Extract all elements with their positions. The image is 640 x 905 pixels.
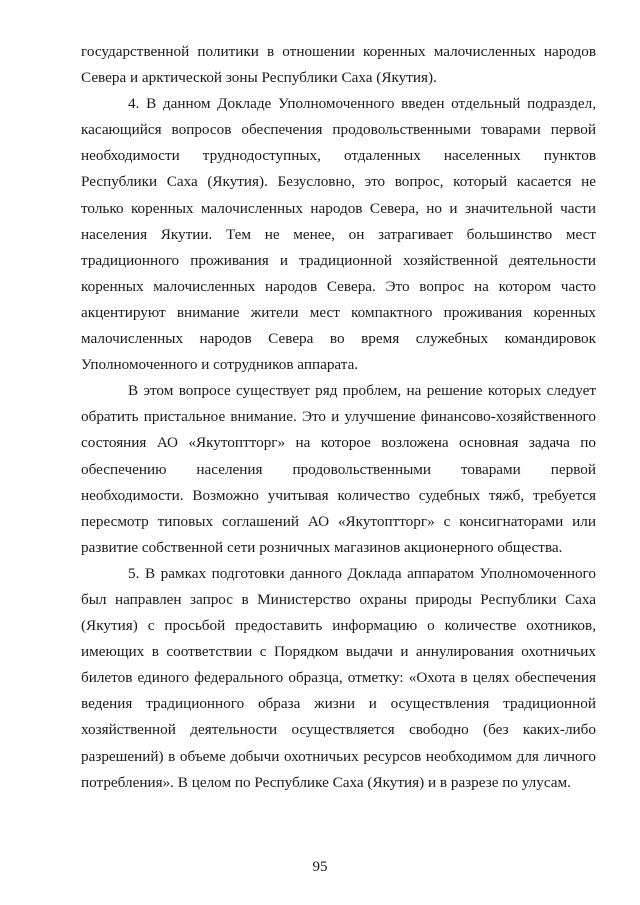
body-text: [81, 39, 596, 796]
page-number: 95: [312, 859, 328, 875]
paragraph-item-5: 5. В рамках подготовки данного Доклада аппаратом Уполномоченного был направлен запрос в Министерство охраны природы Республики Саха (Якутия) с просьбой предоставить информацию о количестве охотников, имеющих в соответствии с Порядком выдачи и аннулирования охотничьих билетов единого федерального образца, отметку: «Охота в целях обеспечения ведения традиционного образа жизни и осуществления традиционной хозяйственной деятельности осуществляется свободно (без каких-либо разрешений) в объеме добычи охотничьих ресурсов необходимом для личного потребления». В целом по Республике Саха (Якутия) и в разрезе по улусам.: [81, 564, 596, 791]
paragraph-item-4: 4. В данном Докладе Уполномоченного введен отдельный подраздел, касающийся вопросов обеспечения продовольственными товарами первой необходимости труднодоступных, отдаленных населенных пунктов Республики Саха (Якутия). Безусловно, это вопрос, который касается не только коренных малочисленных народов Севера, но и значительной части населения Якутии. Тем не менее, он затрагивает большинство мест традиционного проживания и традиционной хозяйственной деятельности коренных малочисленных народов Севера. Это вопрос на котором часто акцентируют внимание жители мест компактного проживания коренных малочисленных народов Севера во время служебных командировок Уполномоченного и сотрудников аппарата.: [81, 95, 596, 374]
paragraph-continuation: государственной политики в отношении коренных малочисленных народов Севера и арктической зоны Республики Саха (Якутия).: [81, 43, 596, 87]
paragraph-problems: В этом вопросе существует ряд проблем, на решение которых следует обратить пристальное внимание. Это и улучшение финансово-хозяйственного состояния АО «Якутоптторг» на которое возложена основная задача по обеспечению населения продовольственными товарами первой необходимости. Возможно учитывая количество судебных тяжб, требуется пересмотр типовых соглашений АО «Якутоптторг» с консигнаторами или развитие собственной сети розничных магазинов акционерного общества.: [81, 382, 596, 556]
